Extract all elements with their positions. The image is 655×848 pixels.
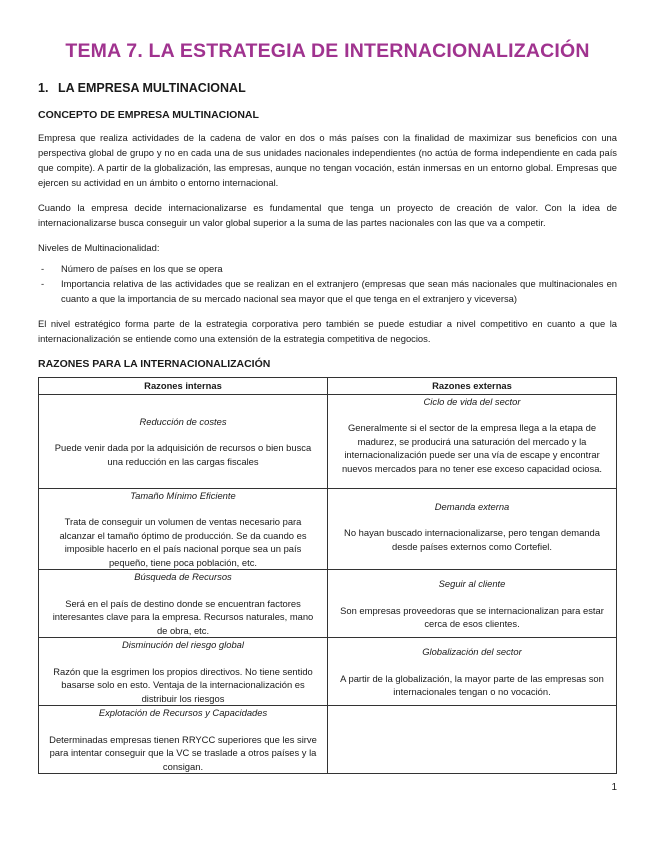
- table-cell-internal: [39, 570, 328, 638]
- cell-title: Seguir al cliente: [438, 578, 506, 589]
- table-row: [39, 638, 617, 706]
- section-heading: [38, 81, 617, 95]
- cell-title: Tamaño Mínimo Eficiente: [130, 489, 236, 501]
- document-page: [38, 0, 617, 774]
- cell-body: Puede venir dada por la adquisición de recursos o bien busca una reducción en las cargas fiscales: [54, 442, 312, 467]
- cell-body: Razón que la esgrimen los propios directivos. No tiene sentido basarse solo en esto. Ventaja de la internacionalización es distribuir los riesgos: [53, 665, 313, 704]
- cell-body: Determinadas empresas tienen RRYCC superiores que les sirve para intentar conseguir que la VC se traslade a otros países y la consigan.: [49, 733, 317, 772]
- levels-list: [38, 261, 617, 306]
- table-cell-internal: [39, 488, 328, 570]
- cell-body: Será en el país de destino donde se encuentran factores interesantes clave para la empresa. Recursos naturales, mano de obra, etc.: [52, 597, 314, 636]
- table-cell-external: [328, 394, 617, 488]
- page-number: 1: [611, 782, 617, 793]
- cell-title: Globalización del sector: [422, 646, 522, 657]
- cell-title: Demanda externa: [434, 500, 510, 512]
- table-cell-internal: [39, 706, 328, 774]
- table-header-row: [39, 378, 617, 395]
- subsection-heading: CONCEPTO DE EMPRESA MULTINACIONAL: [38, 109, 259, 121]
- table-cell-external: [328, 638, 617, 706]
- table-row: [39, 570, 617, 638]
- cell-body: Son empresas proveedoras que se internacionalizan para estar cerca de esos clientes.: [340, 604, 604, 629]
- cell-body: Generalmente si el sector de la empresa llega a la etapa de madurez, se producirá una saturación del mercado y la internacionalización puede ser una vía de escape y encontrar nuevos mercados para no tener ese exceso capacidad ociosa.: [341, 422, 603, 474]
- cell-body: No hayan buscado internacionalizarse, pero tengan demanda desde países externos como Cortefiel.: [344, 527, 600, 552]
- document-title: TEMA 7. LA ESTRATEGIA DE INTERNACIONALIZACIÓN: [65, 40, 590, 62]
- list-item: - Número de países en los que se opera: [41, 263, 223, 274]
- table-row: [39, 488, 617, 570]
- reasons-table: [38, 377, 617, 774]
- list-item: - Importancia relativa de las actividades que se realizan en el extranjero (empresas que sean más nacionales que multinacionales en cuanto a que la importancia de su mercado nacional sea mayor que el que tenga en el extranjero y viceversa): [41, 278, 617, 304]
- table-cell-external: [328, 488, 617, 570]
- paragraph-levels-label: Niveles de Multinacionalidad:: [38, 242, 160, 253]
- paragraph-strategic-level: El nivel estratégico forma parte de la estrategia corporativa pero también se puede estudiar a nivel competitivo en cuanto a que la internacionalización se entiende como una extensión de la estrategia competitiva de negocios.: [38, 318, 617, 344]
- list-item-text: Número de países en los que se opera: [61, 263, 223, 274]
- cell-title: Ciclo de vida del sector: [423, 395, 521, 407]
- cell-body: Trata de conseguir un volumen de ventas necesario para alcanzar el tamaño óptimo de producción. Se da cuando es imposible hacerlo en el país nacional porque sea un país pequeño, tiene poca población, etc.: [59, 516, 307, 568]
- external-reasons-header: Razones externas: [328, 378, 617, 395]
- section-number: 1.: [38, 81, 49, 95]
- cell-title: Disminución del riesgo global: [122, 639, 244, 650]
- list-item-text: Importancia relativa de las actividades que se realizan en el extranjero (empresas que sean más nacionales que multinacionales en cuanto a que la importancia de su mercado nacional sea mayor que el que tenga en el extranjero y viceversa): [61, 278, 617, 304]
- cell-title: Búsqueda de Recursos: [134, 571, 232, 582]
- table-cell-external-empty: [328, 706, 617, 774]
- paragraph-value-creation: Cuando la empresa decide internacionalizarse es fundamental que tenga un proyecto de creación de valor. Con la idea de internacionalizarse busca conseguir un valor global superior a la suma de las partes nacionales con las que va a competir.: [38, 202, 617, 228]
- table-row: [39, 706, 617, 774]
- reasons-heading: RAZONES PARA LA INTERNACIONALIZACIÓN: [38, 358, 271, 370]
- cell-body: A partir de la globalización, la mayor parte de las empresas son internacionales tengan o no vocación.: [340, 672, 604, 697]
- table-cell-internal: [39, 394, 328, 488]
- table-cell-internal: [39, 638, 328, 706]
- table-cell-external: [328, 570, 617, 638]
- section-heading-text: LA EMPRESA MULTINACIONAL: [58, 81, 246, 95]
- cell-title: Explotación de Recursos y Capacidades: [98, 707, 268, 718]
- internal-reasons-header: Razones internas: [39, 378, 328, 395]
- paragraph-definition: Empresa que realiza actividades de la cadena de valor en dos o más países con la finalidad de maximizar sus beneficios con una perspectiva global de grupo y no en cada una de sus unidades nacionales independientes (no actúa de forma independiente en cada país que compite). A partir de la globalización, las empresas, aunque no tengan vocación, están inmersas en un entorno global. Empresas que ejercen su actividad en un ámbito o entorno internacional.: [38, 132, 617, 188]
- cell-title: Reducción de costes: [139, 415, 227, 427]
- table-row: [39, 394, 617, 488]
